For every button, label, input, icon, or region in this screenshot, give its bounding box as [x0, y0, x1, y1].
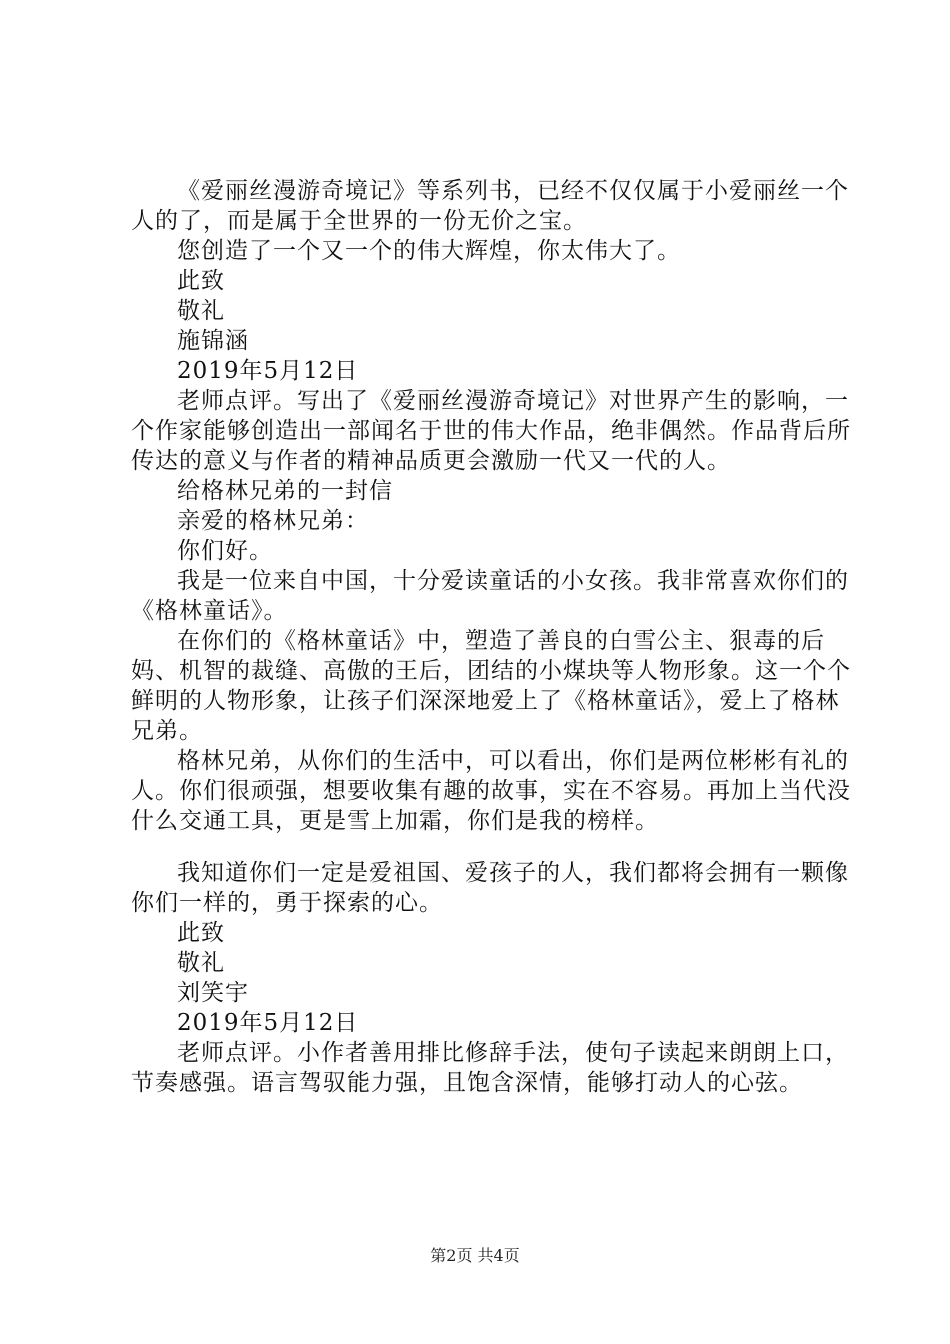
- closing-regards: 敬礼: [177, 950, 225, 976]
- letter-greeting: 亲爱的格林兄弟：: [177, 508, 369, 534]
- paragraph-alice-book: 《爱丽丝漫游奇境记》等系列书，已经不仅仅属于小爱丽丝一个人的了，而是属于全世界的一份无价之宝。: [131, 178, 849, 234]
- closing-regards: 敬礼: [177, 298, 225, 324]
- teacher-comment: 老师点评。小作者善用排比修辞手法，使句子读起来朗朗上口，节奏感强。语言驾驭能力强，且饱含深情，能够打动人的心弦。: [131, 1040, 849, 1096]
- letter-title: 给格林兄弟的一封信: [177, 478, 393, 504]
- letter-date: 2019年5月12日: [177, 358, 359, 384]
- paragraph-great-brilliance: 您创造了一个又一个的伟大辉煌，你太伟大了。: [177, 238, 681, 264]
- paragraph-exploring-heart: 我知道你们一定是爱祖国、爱孩子的人，我们都将会拥有一颗像你们一样的，勇于探索的心。: [131, 860, 849, 916]
- letter-hello: 你们好。: [177, 538, 273, 564]
- page-footer: [0, 1243, 950, 1266]
- letter-date: 2019年5月12日: [177, 1010, 359, 1036]
- paragraph-characters: 在你们的《格林童话》中，塑造了善良的白雪公主、狠毒的后妈、机智的裁缝、高傲的王后，团结的小煤块等人物形象。这一个个鲜明的人物形象，让孩子们深深地爱上了《格林童话》，爱上了格林兄弟。: [131, 628, 851, 744]
- closing-salutation: 此致: [177, 268, 225, 294]
- paragraph-role-model: 格林兄弟，从你们的生活中，可以看出，你们是两位彬彬有礼的人。你们很顽强，想要收集有趣的故事，实在不容易。再加上当代没什么交通工具，更是雪上加霜，你们是我的榜样。: [131, 748, 851, 834]
- teacher-comment: 老师点评。写出了《爱丽丝漫游奇境记》对世界产生的影响，一个作家能够创造出一部闻名于世的伟大作品，绝非偶然。作品背后所传达的意义与作者的精神品质更会激励一代又一代的人。: [131, 388, 851, 474]
- paragraph-introduction: 我是一位来自中国，十分爱读童话的小女孩。我非常喜欢你们的《格林童话》。: [131, 568, 849, 624]
- document-body: [131, 176, 851, 1098]
- closing-salutation: 此致: [177, 920, 225, 946]
- page-number-indicator: 第2页 共4页: [430, 1246, 520, 1265]
- signature-author: 刘笑宇: [177, 980, 249, 1006]
- signature-author: 施锦涵: [177, 328, 249, 354]
